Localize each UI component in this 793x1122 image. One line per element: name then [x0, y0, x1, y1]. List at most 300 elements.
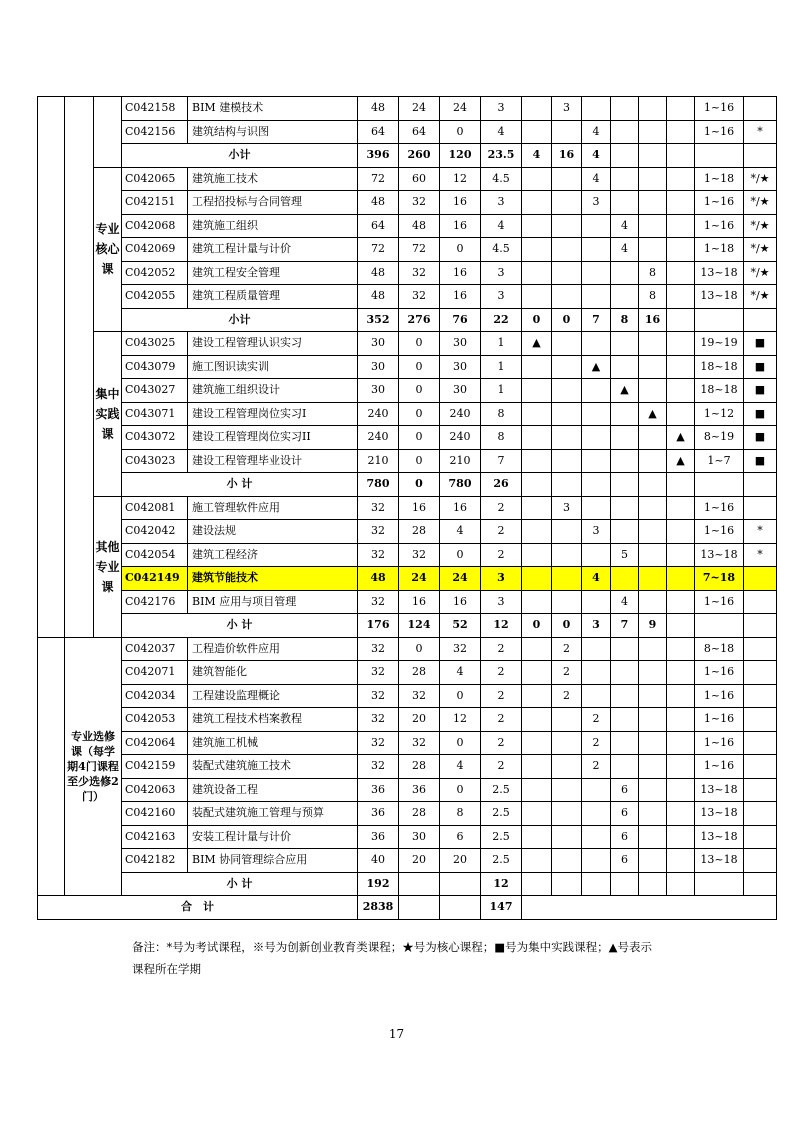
cell-practice: 210: [440, 449, 481, 473]
course-code: C042034: [122, 684, 188, 708]
teaching-weeks: 1~16: [695, 755, 744, 779]
cell-s1: [522, 120, 552, 144]
subtotal-theory: 124: [399, 614, 440, 638]
cell-s5: [639, 802, 667, 826]
cell-credit: 1: [481, 379, 522, 403]
subtotal-s3: [582, 473, 611, 497]
cell-s3: [582, 661, 611, 685]
table-row: [38, 473, 777, 497]
course-name: 建筑施工组织: [188, 214, 358, 238]
cell-s1: [522, 520, 552, 544]
cell-practice: 0: [440, 238, 481, 262]
cell-s2: [552, 214, 582, 238]
cell-credit: 7: [481, 449, 522, 473]
cell-s3: 4: [582, 167, 611, 191]
cell-total: 32: [358, 684, 399, 708]
subtotal-s6: [667, 473, 695, 497]
cell-total: 72: [358, 167, 399, 191]
teaching-weeks: 1~18: [695, 167, 744, 191]
cell-s4: [611, 285, 639, 309]
teaching-weeks: 1~16: [695, 191, 744, 215]
table-row: [38, 214, 777, 238]
grand-total-label: 合 计: [38, 896, 358, 920]
subtotal-s2: [552, 473, 582, 497]
cell-total: 40: [358, 849, 399, 873]
cell-practice: 24: [440, 567, 481, 591]
cell-s3: [582, 97, 611, 121]
cell-s1: [522, 449, 552, 473]
subtotal-weeks: [695, 872, 744, 896]
cell-s5: [639, 778, 667, 802]
table-row: [38, 778, 777, 802]
cell-s6: [667, 120, 695, 144]
table-row: [38, 708, 777, 732]
cell-total: 240: [358, 426, 399, 450]
course-name: 建设工程管理毕业设计: [188, 449, 358, 473]
cell-s2: [552, 825, 582, 849]
subtotal-credit: 22: [481, 308, 522, 332]
cell-theory: 20: [399, 849, 440, 873]
cell-practice: 24: [440, 97, 481, 121]
cell-credit: 2: [481, 496, 522, 520]
cell-credit: 2: [481, 637, 522, 661]
cell-s1: [522, 402, 552, 426]
table-row: [38, 896, 777, 920]
cell-s4: [611, 426, 639, 450]
cell-s5: [639, 708, 667, 732]
course-code: C043079: [122, 355, 188, 379]
course-code: C042159: [122, 755, 188, 779]
subtotal-s6: [667, 308, 695, 332]
cell-practice: 240: [440, 402, 481, 426]
cell-s6: [667, 590, 695, 614]
cell-s3: [582, 426, 611, 450]
subtotal-s2: [552, 872, 582, 896]
cell-s2: [552, 778, 582, 802]
table-row: [38, 285, 777, 309]
cell-s3: [582, 496, 611, 520]
cell-s4: [611, 637, 639, 661]
cell-s2: [552, 402, 582, 426]
cell-credit: 2.5: [481, 778, 522, 802]
cell-s5: 8: [639, 261, 667, 285]
cell-s4: [611, 449, 639, 473]
subtotal-theory: 260: [399, 144, 440, 168]
course-name: 施工图识读实训: [188, 355, 358, 379]
cell-practice: 16: [440, 285, 481, 309]
cell-s6: [667, 355, 695, 379]
cell-s3: [582, 778, 611, 802]
course-mark: [744, 778, 777, 802]
cell-theory: 0: [399, 426, 440, 450]
cell-practice: 4: [440, 755, 481, 779]
subtotal-theory: [399, 872, 440, 896]
course-name: 建筑施工机械: [188, 731, 358, 755]
table-row: [38, 496, 777, 520]
cell-credit: 3: [481, 567, 522, 591]
cell-s4: [611, 731, 639, 755]
cell-s2: [552, 755, 582, 779]
subtotal-s1: 4: [522, 144, 552, 168]
cell-s1: [522, 637, 552, 661]
cell-s4: [611, 755, 639, 779]
subtotal-s6: [667, 614, 695, 638]
cell-s3: [582, 590, 611, 614]
course-code: C042052: [122, 261, 188, 285]
cell-s2: [552, 426, 582, 450]
course-mark: [744, 590, 777, 614]
cell-s4: 6: [611, 778, 639, 802]
cell-s4: [611, 332, 639, 356]
teaching-weeks: 1~16: [695, 661, 744, 685]
course-code: C042176: [122, 590, 188, 614]
table-row: [38, 590, 777, 614]
grand-total-blank: [522, 896, 777, 920]
cell-s2: [552, 285, 582, 309]
cell-s1: [522, 97, 552, 121]
cell-s5: [639, 214, 667, 238]
cell-s5: [639, 167, 667, 191]
subtotal-mark: [744, 614, 777, 638]
cell-s4: [611, 567, 639, 591]
cell-s2: [552, 120, 582, 144]
course-mark: */★: [744, 214, 777, 238]
table-row: [38, 167, 777, 191]
cell-s5: [639, 543, 667, 567]
course-mark: ■: [744, 402, 777, 426]
cell-credit: 2: [481, 708, 522, 732]
subtotal-s3: 7: [582, 308, 611, 332]
cell-s4: [611, 496, 639, 520]
teaching-weeks: 13~18: [695, 285, 744, 309]
course-mark: [744, 97, 777, 121]
course-name: 装配式建筑施工技术: [188, 755, 358, 779]
cell-s1: [522, 285, 552, 309]
table-row: [38, 802, 777, 826]
course-code: C042163: [122, 825, 188, 849]
course-name: 工程造价软件应用: [188, 637, 358, 661]
cell-total: 32: [358, 708, 399, 732]
cell-s3: [582, 849, 611, 873]
cell-s3: [582, 214, 611, 238]
cell-total: 32: [358, 661, 399, 685]
subtotal-s1: [522, 473, 552, 497]
course-mark: *: [744, 543, 777, 567]
cell-s6: [667, 708, 695, 732]
remark-line-1: 备注：*号为考试课程，※号为创新创业教育类课程；★号为核心课程；■号为集中实践课程；▲号表示: [132, 940, 652, 954]
cell-practice: 32: [440, 637, 481, 661]
cell-credit: 4.5: [481, 238, 522, 262]
table-row: [38, 520, 777, 544]
course-mark: */★: [744, 167, 777, 191]
teaching-weeks: 8~19: [695, 426, 744, 450]
cell-s4: 6: [611, 849, 639, 873]
cell-s6: [667, 778, 695, 802]
cell-s1: [522, 825, 552, 849]
cell-s5: [639, 825, 667, 849]
cell-s5: [639, 520, 667, 544]
course-name: 建筑施工组织设计: [188, 379, 358, 403]
cell-s3: [582, 449, 611, 473]
cell-s2: [552, 167, 582, 191]
cell-theory: 0: [399, 402, 440, 426]
cell-s3: 2: [582, 708, 611, 732]
subtotal-mark: [744, 473, 777, 497]
cell-s1: [522, 802, 552, 826]
cell-s2: 3: [552, 496, 582, 520]
course-name: BIM 应用与项目管理: [188, 590, 358, 614]
cell-theory: 16: [399, 590, 440, 614]
course-mark: [744, 802, 777, 826]
cell-theory: 30: [399, 825, 440, 849]
teaching-weeks: 13~18: [695, 825, 744, 849]
subtotal-practice: [440, 872, 481, 896]
table-row: [38, 825, 777, 849]
cell-s3: [582, 332, 611, 356]
cell-s4: 4: [611, 214, 639, 238]
teaching-weeks: 18~18: [695, 379, 744, 403]
teaching-weeks: 13~18: [695, 261, 744, 285]
subtotal-s1: [522, 872, 552, 896]
course-name: 建设工程管理岗位实习II: [188, 426, 358, 450]
course-mark: [744, 825, 777, 849]
cell-total: 32: [358, 637, 399, 661]
teaching-weeks: 13~18: [695, 543, 744, 567]
cell-credit: 3: [481, 97, 522, 121]
cell-total: 240: [358, 402, 399, 426]
cell-s3: [582, 238, 611, 262]
course-name: 建设法规: [188, 520, 358, 544]
cell-s6: [667, 567, 695, 591]
cell-s3: [582, 379, 611, 403]
cell-theory: 0: [399, 379, 440, 403]
cell-s4: [611, 261, 639, 285]
cell-s2: [552, 355, 582, 379]
course-name: 建筑工程安全管理: [188, 261, 358, 285]
course-code: C042068: [122, 214, 188, 238]
cell-practice: 16: [440, 496, 481, 520]
cell-practice: 16: [440, 261, 481, 285]
cell-total: 210: [358, 449, 399, 473]
cell-s6: [667, 496, 695, 520]
table-row: [38, 731, 777, 755]
cell-theory: 32: [399, 261, 440, 285]
cell-theory: 36: [399, 778, 440, 802]
course-code: C042158: [122, 97, 188, 121]
cell-s5: [639, 849, 667, 873]
course-code: C042063: [122, 778, 188, 802]
course-mark: ■: [744, 332, 777, 356]
subtotal-s5: 16: [639, 308, 667, 332]
cell-s1: [522, 849, 552, 873]
cell-total: 64: [358, 214, 399, 238]
cell-theory: 0: [399, 355, 440, 379]
cell-s4: [611, 520, 639, 544]
course-code: C043025: [122, 332, 188, 356]
cell-s1: [522, 731, 552, 755]
cell-s5: [639, 449, 667, 473]
cell-s1: [522, 261, 552, 285]
table-row: [38, 849, 777, 873]
cell-s6: [667, 167, 695, 191]
cell-s6: [667, 191, 695, 215]
cell-s4: [611, 167, 639, 191]
table-row: [38, 567, 777, 591]
cell-s2: [552, 802, 582, 826]
cell-s2: [552, 191, 582, 215]
cell-practice: 20: [440, 849, 481, 873]
cell-credit: 1: [481, 355, 522, 379]
course-code: C042065: [122, 167, 188, 191]
category-label-core: 专业核心课: [94, 167, 122, 332]
cell-practice: 12: [440, 167, 481, 191]
teaching-weeks: 8~18: [695, 637, 744, 661]
cell-credit: 4: [481, 120, 522, 144]
subtotal-theory: 0: [399, 473, 440, 497]
cell-s1: [522, 590, 552, 614]
cell-credit: 8: [481, 426, 522, 450]
course-code: C042054: [122, 543, 188, 567]
table-row: [38, 614, 777, 638]
cell-s1: [522, 355, 552, 379]
cell-theory: 28: [399, 661, 440, 685]
table-row: [38, 684, 777, 708]
cell-s5: [639, 379, 667, 403]
subtotal-s5: [639, 144, 667, 168]
cell-theory: 16: [399, 496, 440, 520]
subtotal-total: 780: [358, 473, 399, 497]
cell-s5: [639, 496, 667, 520]
subtotal-s4: 8: [611, 308, 639, 332]
cell-practice: 0: [440, 543, 481, 567]
subtotal-s6: [667, 872, 695, 896]
cell-s6: ▲: [667, 449, 695, 473]
subtotal-credit: 12: [481, 614, 522, 638]
course-mark: [744, 755, 777, 779]
course-code: C042069: [122, 238, 188, 262]
cell-credit: 3: [481, 261, 522, 285]
subtotal-credit: 26: [481, 473, 522, 497]
subtotal-s6: [667, 144, 695, 168]
course-mark: */★: [744, 238, 777, 262]
subtotal-practice: 76: [440, 308, 481, 332]
table-row: [38, 379, 777, 403]
teaching-weeks: 1~16: [695, 496, 744, 520]
table-row: [38, 191, 777, 215]
cell-total: 32: [358, 496, 399, 520]
cell-s6: [667, 285, 695, 309]
cell-theory: 32: [399, 684, 440, 708]
course-code: C042037: [122, 637, 188, 661]
subtotal-label: 小计: [122, 308, 358, 332]
table-row: [38, 543, 777, 567]
course-name: 建设工程管理岗位实习I: [188, 402, 358, 426]
table-row: [38, 449, 777, 473]
subtotal-weeks: [695, 473, 744, 497]
course-code: C042064: [122, 731, 188, 755]
cell-s6: [667, 637, 695, 661]
subtotal-total: 192: [358, 872, 399, 896]
course-code: C043071: [122, 402, 188, 426]
course-mark: ■: [744, 355, 777, 379]
subtotal-s1: 0: [522, 308, 552, 332]
cell-total: 48: [358, 285, 399, 309]
course-name: 建筑施工技术: [188, 167, 358, 191]
cell-s5: [639, 567, 667, 591]
subtotal-s2: 16: [552, 144, 582, 168]
teaching-weeks: 1~16: [695, 684, 744, 708]
cell-s1: [522, 661, 552, 685]
cell-theory: 32: [399, 191, 440, 215]
cell-total: 72: [358, 238, 399, 262]
teaching-weeks: 13~18: [695, 778, 744, 802]
cell-s2: [552, 261, 582, 285]
cell-credit: 2: [481, 731, 522, 755]
subtotal-theory: 276: [399, 308, 440, 332]
course-mark: [744, 684, 777, 708]
cell-s1: [522, 191, 552, 215]
cell-theory: 0: [399, 449, 440, 473]
cell-s4: [611, 708, 639, 732]
cell-s5: ▲: [639, 402, 667, 426]
cell-s6: [667, 520, 695, 544]
cell-practice: 0: [440, 778, 481, 802]
cell-s4: 4: [611, 238, 639, 262]
cell-practice: 4: [440, 661, 481, 685]
cell-s6: [667, 261, 695, 285]
outer-category-cell: [38, 97, 65, 638]
cell-practice: 16: [440, 214, 481, 238]
cell-theory: 60: [399, 167, 440, 191]
cell-credit: 1: [481, 332, 522, 356]
course-name: 安装工程计量与计价: [188, 825, 358, 849]
cell-s5: [639, 97, 667, 121]
cell-theory: 24: [399, 97, 440, 121]
category-label-practice: 集中实践课: [94, 332, 122, 497]
teaching-weeks: 1~16: [695, 731, 744, 755]
course-mark: ■: [744, 449, 777, 473]
subtotal-s3: 3: [582, 614, 611, 638]
cell-s6: [667, 97, 695, 121]
cell-s4: 4: [611, 590, 639, 614]
course-code: C043023: [122, 449, 188, 473]
cell-total: 32: [358, 731, 399, 755]
cell-s4: [611, 684, 639, 708]
cell-theory: 72: [399, 238, 440, 262]
cell-s2: [552, 849, 582, 873]
cell-s2: [552, 332, 582, 356]
course-name: 建筑智能化: [188, 661, 358, 685]
table-row: [38, 426, 777, 450]
cell-s3: 4: [582, 120, 611, 144]
subtotal-weeks: [695, 144, 744, 168]
subtotal-label: 小 计: [122, 614, 358, 638]
cell-s6: [667, 661, 695, 685]
course-name: 施工管理软件应用: [188, 496, 358, 520]
cell-s2: [552, 543, 582, 567]
subtotal-practice: 120: [440, 144, 481, 168]
cell-s6: ▲: [667, 426, 695, 450]
subtotal-s4: [611, 144, 639, 168]
teaching-weeks: 1~16: [695, 590, 744, 614]
course-code: C042182: [122, 849, 188, 873]
course-name: BIM 建模技术: [188, 97, 358, 121]
cell-credit: 3: [481, 590, 522, 614]
subtotal-practice: 52: [440, 614, 481, 638]
teaching-weeks: 13~18: [695, 802, 744, 826]
cell-s2: [552, 379, 582, 403]
cell-credit: 2: [481, 543, 522, 567]
